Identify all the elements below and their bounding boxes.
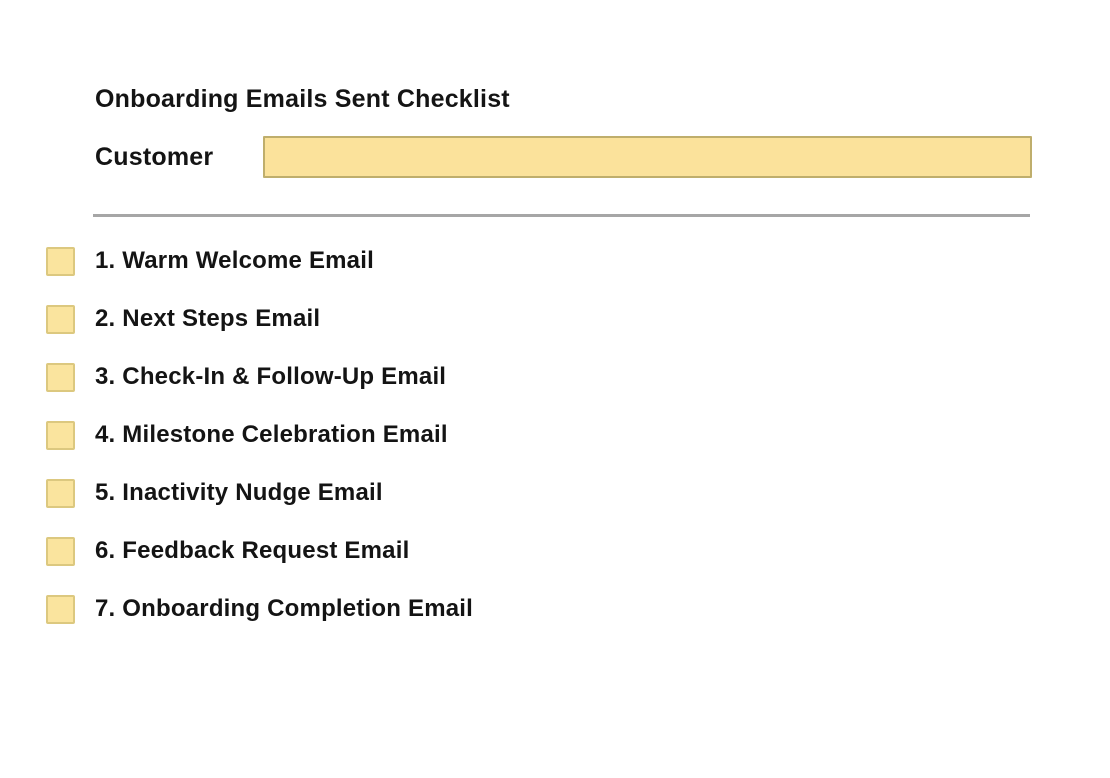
checklist-row-7 <box>46 580 1046 638</box>
checkbox-warm-welcome[interactable] <box>46 247 75 276</box>
checklist-row-5 <box>46 464 1046 522</box>
checkbox-check-in-follow-up[interactable] <box>46 363 75 392</box>
section-divider <box>93 214 1030 217</box>
page-title: Onboarding Emails Sent Checklist <box>95 85 510 113</box>
checklist-item-label: 6. Feedback Request Email <box>95 537 410 564</box>
checkbox-next-steps[interactable] <box>46 305 75 334</box>
checklist-item-label: 1. Warm Welcome Email <box>95 247 374 274</box>
checklist-item-label: 3. Check-In & Follow-Up Email <box>95 363 447 390</box>
checklist-row-3 <box>46 348 1046 406</box>
checklist-row-2 <box>46 290 1046 348</box>
checklist <box>46 232 1046 638</box>
checklist-item-label: 5. Inactivity Nudge Email <box>95 479 383 506</box>
checkbox-feedback-request[interactable] <box>46 537 75 566</box>
checkbox-milestone-celebration[interactable] <box>46 421 75 450</box>
checklist-item-label: 2. Next Steps Email <box>95 305 321 332</box>
checklist-row-4 <box>46 406 1046 464</box>
checklist-row-6 <box>46 522 1046 580</box>
checklist-item-label: 4. Milestone Celebration Email <box>95 421 448 448</box>
checklist-item-label: 7. Onboarding Completion Email <box>95 595 474 622</box>
customer-row <box>95 136 1032 178</box>
checklist-row-1 <box>46 232 1046 290</box>
checkbox-inactivity-nudge[interactable] <box>46 479 75 508</box>
customer-label: Customer <box>95 142 214 171</box>
customer-input[interactable] <box>263 136 1032 178</box>
checkbox-onboarding-completion[interactable] <box>46 595 75 624</box>
